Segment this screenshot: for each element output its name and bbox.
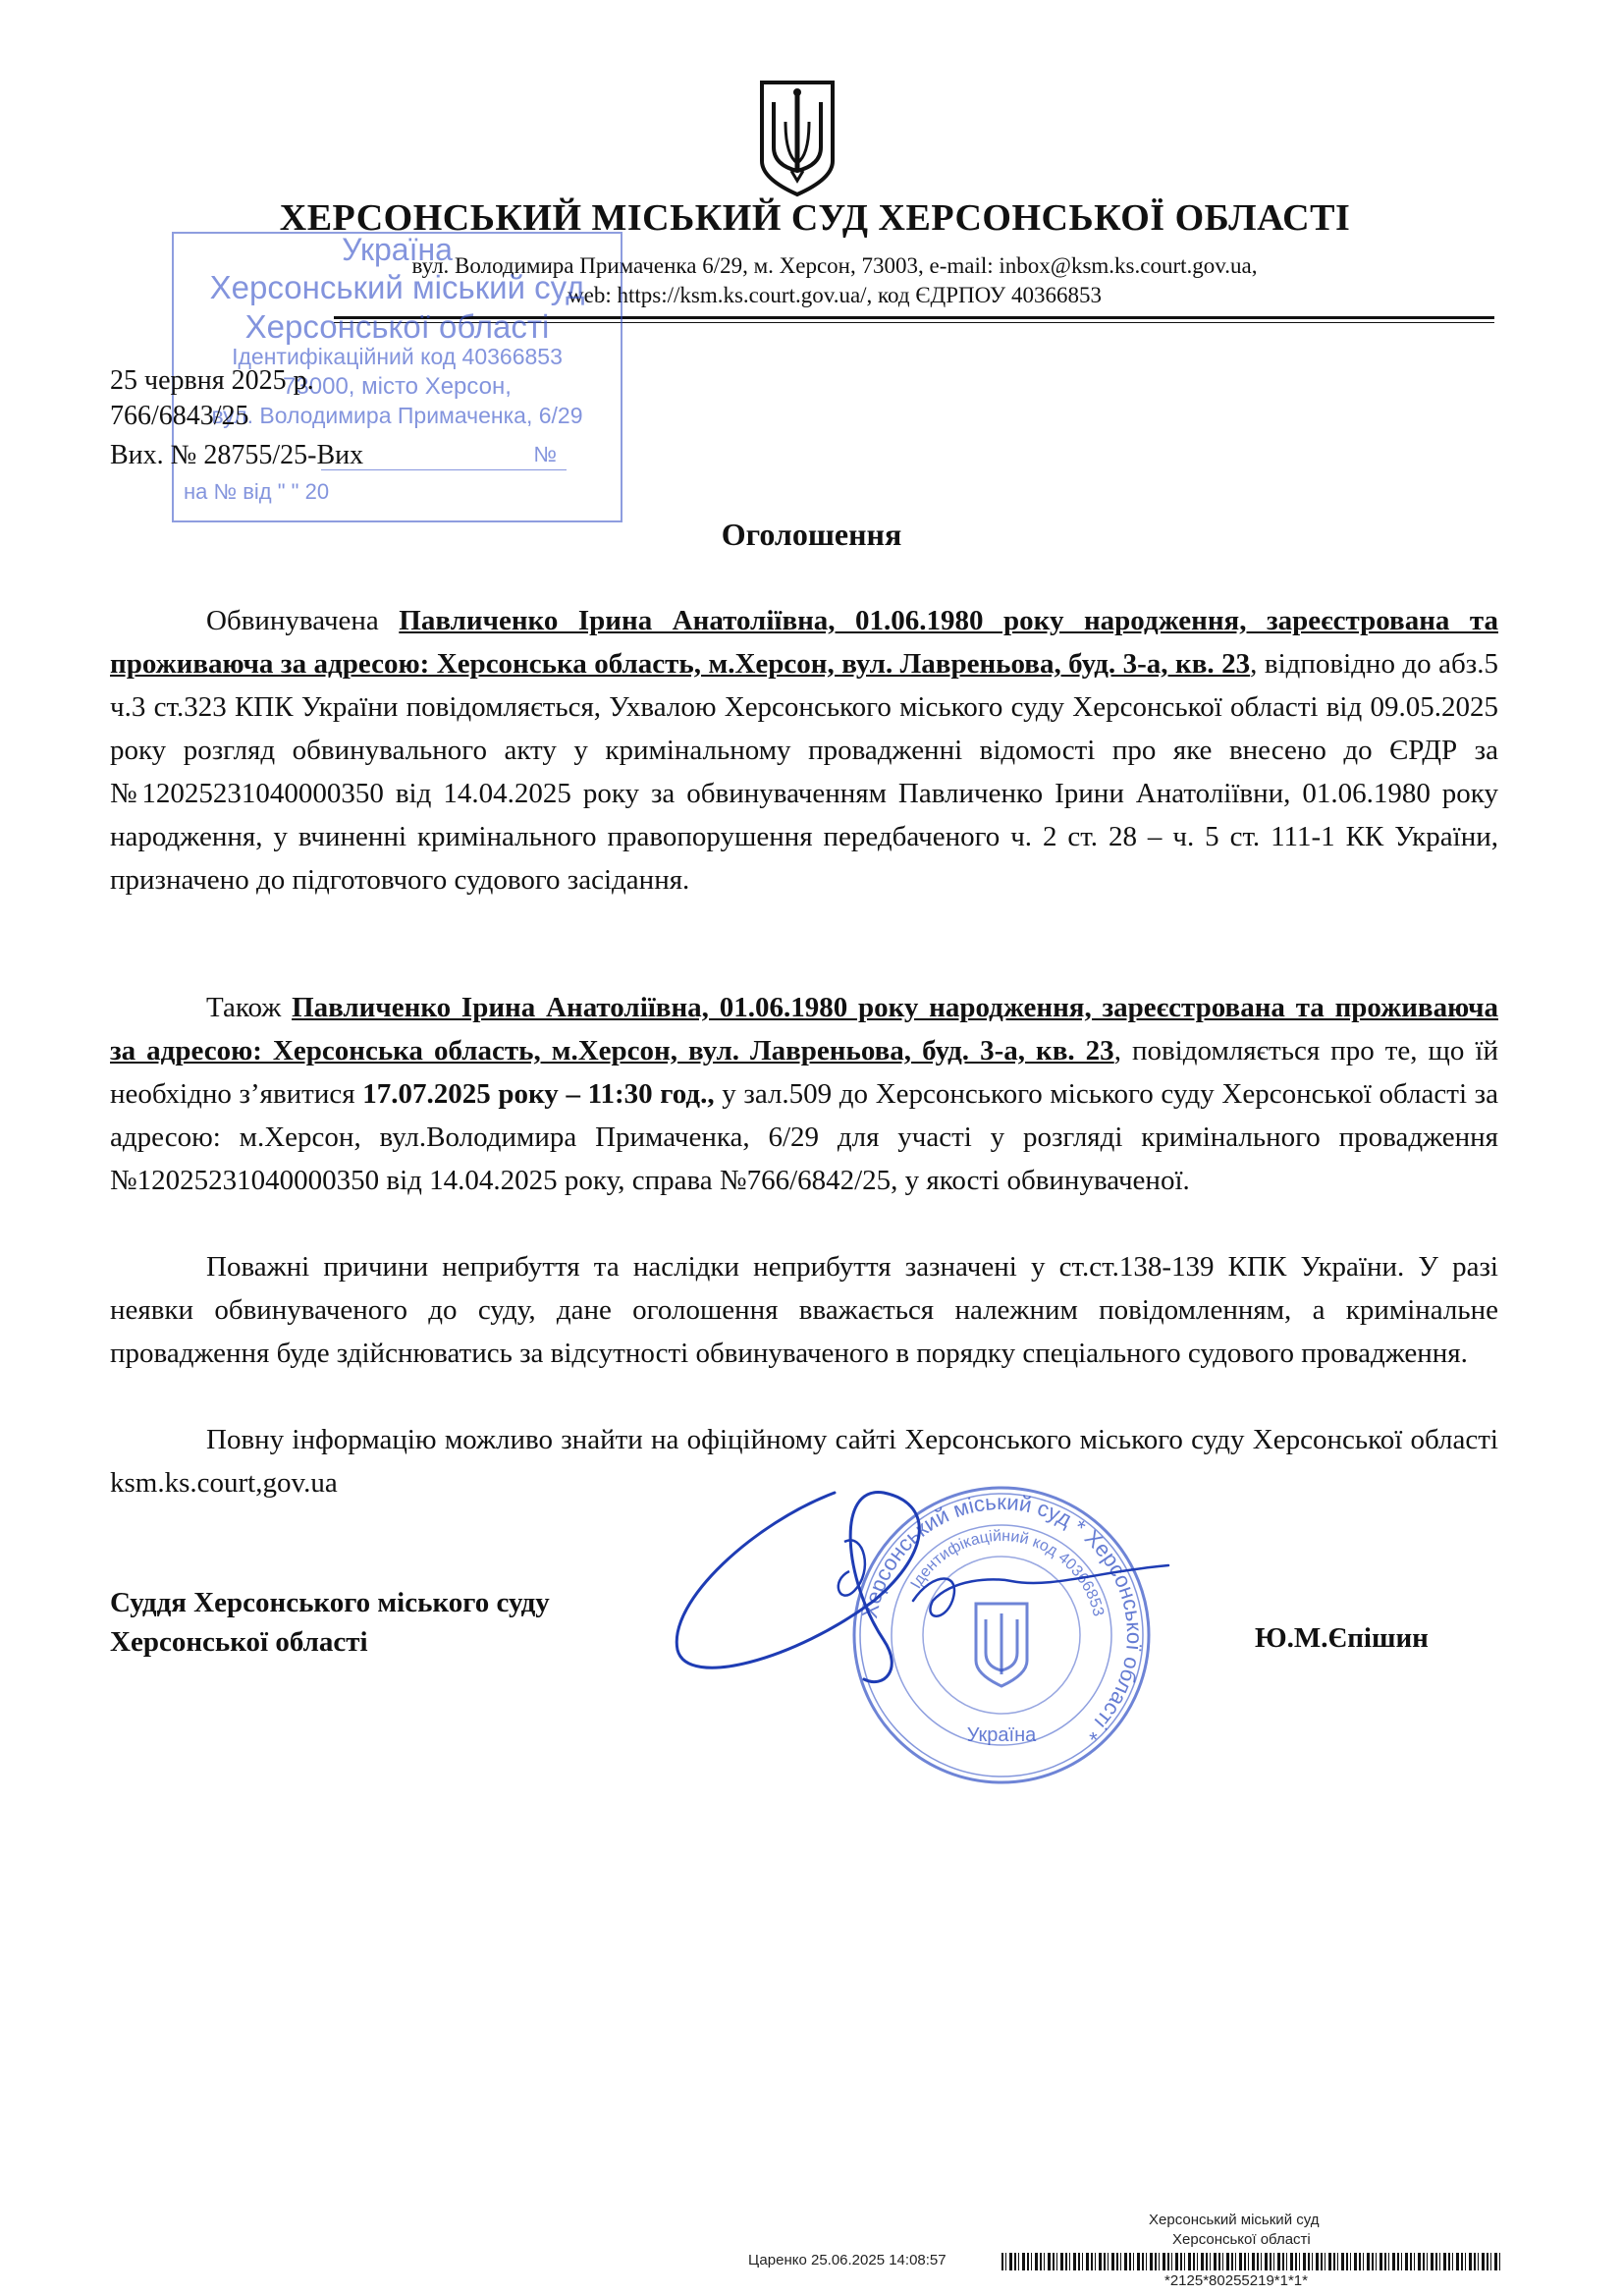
p4-text: Повну інформацію можливо знайти на офіційному сайті Херсонського міського суду Херсонської області ksm.ks.court,gov.ua bbox=[110, 1424, 1498, 1499]
court-address bbox=[196, 251, 1473, 310]
coat-of-arms-icon bbox=[756, 77, 839, 198]
paragraph-consequences bbox=[110, 1245, 1498, 1375]
p3-text: Поважні причини неприбуття та наслідки неприбуття зазначені у ст.ст.138-139 КПК України. У разі неявки обвинуваченого до суду, дане оголошення вважається належним повідомленням, а кримінальне провадження буде здійснюватись за відсутності обвинуваченого в порядку спеціального судового провадження. bbox=[110, 1251, 1498, 1369]
stamp-street: вул. Володимира Примаченка, 6/29 bbox=[211, 403, 583, 428]
paragraph-summons bbox=[110, 986, 1498, 1202]
footer-court-line-2: Херсонської області bbox=[1172, 2231, 1311, 2248]
case-number: 766/6843/25 bbox=[110, 401, 249, 431]
p2-hearing-datetime: 17.07.2025 року – 11:30 год., bbox=[362, 1078, 715, 1110]
document-title: Оголошення bbox=[721, 517, 902, 552]
p1-body: , відповідно до абз.5 ч.3 ст.323 КПК України повідомляється, Ухвалою Херсонського міського суду Херсонської області від 09.05.2025 року розгляд обвинувального акту у кримінальному провадженні відомості про яке внесено до ЄРДР за №12025231040000350 від 14.04.2025 року за обвинуваченням Павличенко Ірини Анатоліївни, 01.06.1980 року народження, у вчиненні кримінального правопорушення передбаченого ч. 2 ст. 28 – ч. 5 ст. 111-1 КК України, призначено до підготовчого судового засідання. bbox=[110, 648, 1498, 896]
stamp-city: 73000, місто Херсон, bbox=[283, 373, 512, 400]
p2-mid: , повідомляється про те, що їй необхідно з’явитися bbox=[110, 1035, 1498, 1110]
signer-position-line-2: Херсонської області bbox=[110, 1626, 368, 1658]
court-address-line-2: web: https://ksm.ks.court.gov.ua/, код ЄДРПОУ 40366853 bbox=[568, 283, 1102, 307]
court-name: ХЕРСОНСЬКИЙ МІСЬКИЙ СУД ХЕРСОНСЬКОЇ ОБЛАСТІ bbox=[279, 197, 1351, 239]
stamp-reference-field: на № від " " 20 bbox=[184, 479, 330, 504]
footer-operator-timestamp: Царенко 25.06.2025 14:08:57 bbox=[748, 2252, 947, 2269]
stamp-id-code: Ідентифікаційний код 40366853 bbox=[232, 344, 563, 369]
p2-defendant: Павличенко Ірина Анатоліївна, 01.06.1980 року народження, зареєстрована та проживаюча за адресою: Херсонська область, м.Херсон, вул. Лавреньова, буд. 3-а, кв. 23 bbox=[110, 992, 1498, 1066]
p1-lead: Обвинувачена bbox=[206, 605, 400, 636]
barcode-text: *2125*80255219*1*1* bbox=[1164, 2272, 1308, 2289]
p2-lead: Також bbox=[206, 992, 293, 1023]
judge-signature bbox=[638, 1463, 1188, 1699]
seal-outer-text: Херсонський міський суд * Херсонської області * bbox=[857, 1489, 1148, 1746]
signer-position bbox=[110, 1583, 550, 1662]
signer-position-line-1: Суддя Херсонського міського суду bbox=[110, 1587, 550, 1618]
stamp-court: Херсонський міський суд bbox=[209, 269, 585, 305]
stamp-country: Україна bbox=[342, 232, 453, 267]
document-date: 25 червня 2025 р. bbox=[110, 365, 314, 396]
stamp-number-field: № bbox=[533, 442, 557, 466]
p1-defendant: Павличенко Ірина Анатоліївна, 01.06.1980 року народження, зареєстрована та проживаюча за адресою: Херсонська область, м.Херсон, вул. Лавреньова, буд. 3-а, кв. 23 bbox=[110, 605, 1498, 680]
outgoing-number: Вих. № 28755/25-Вих bbox=[110, 440, 364, 470]
document-barcode bbox=[1001, 2253, 1500, 2270]
seal-bottom-text: Україна bbox=[966, 1724, 1037, 1746]
footer-court-line-1: Херсонський міський суд bbox=[1149, 2212, 1320, 2228]
seal-inner-text: Ідентифікаційний код 40366853 bbox=[907, 1527, 1107, 1618]
header-rule-thin bbox=[334, 322, 1494, 323]
court-address-line-1: вул. Володимира Примаченка 6/29, м. Херсон, 73003, e-mail: inbox@ksm.ks.court.gov.ua, bbox=[411, 253, 1258, 278]
stamp-region: Херсонської області bbox=[244, 308, 550, 345]
p2-tail: у зал.509 до Херсонського міського суду Херсонської області за адресою: м.Херсон, вул.Володимира Примаченка, 6/29 для участі у розгляді кримінального провадження №12025231040000350 від 14.04.2025 року, справа №766/6842/25, у якості обвинуваченої. bbox=[110, 1078, 1498, 1196]
paragraph-charge bbox=[110, 599, 1498, 902]
judge-name: Ю.М.Єпішин bbox=[1255, 1622, 1429, 1654]
header-rule-thick bbox=[334, 316, 1494, 319]
